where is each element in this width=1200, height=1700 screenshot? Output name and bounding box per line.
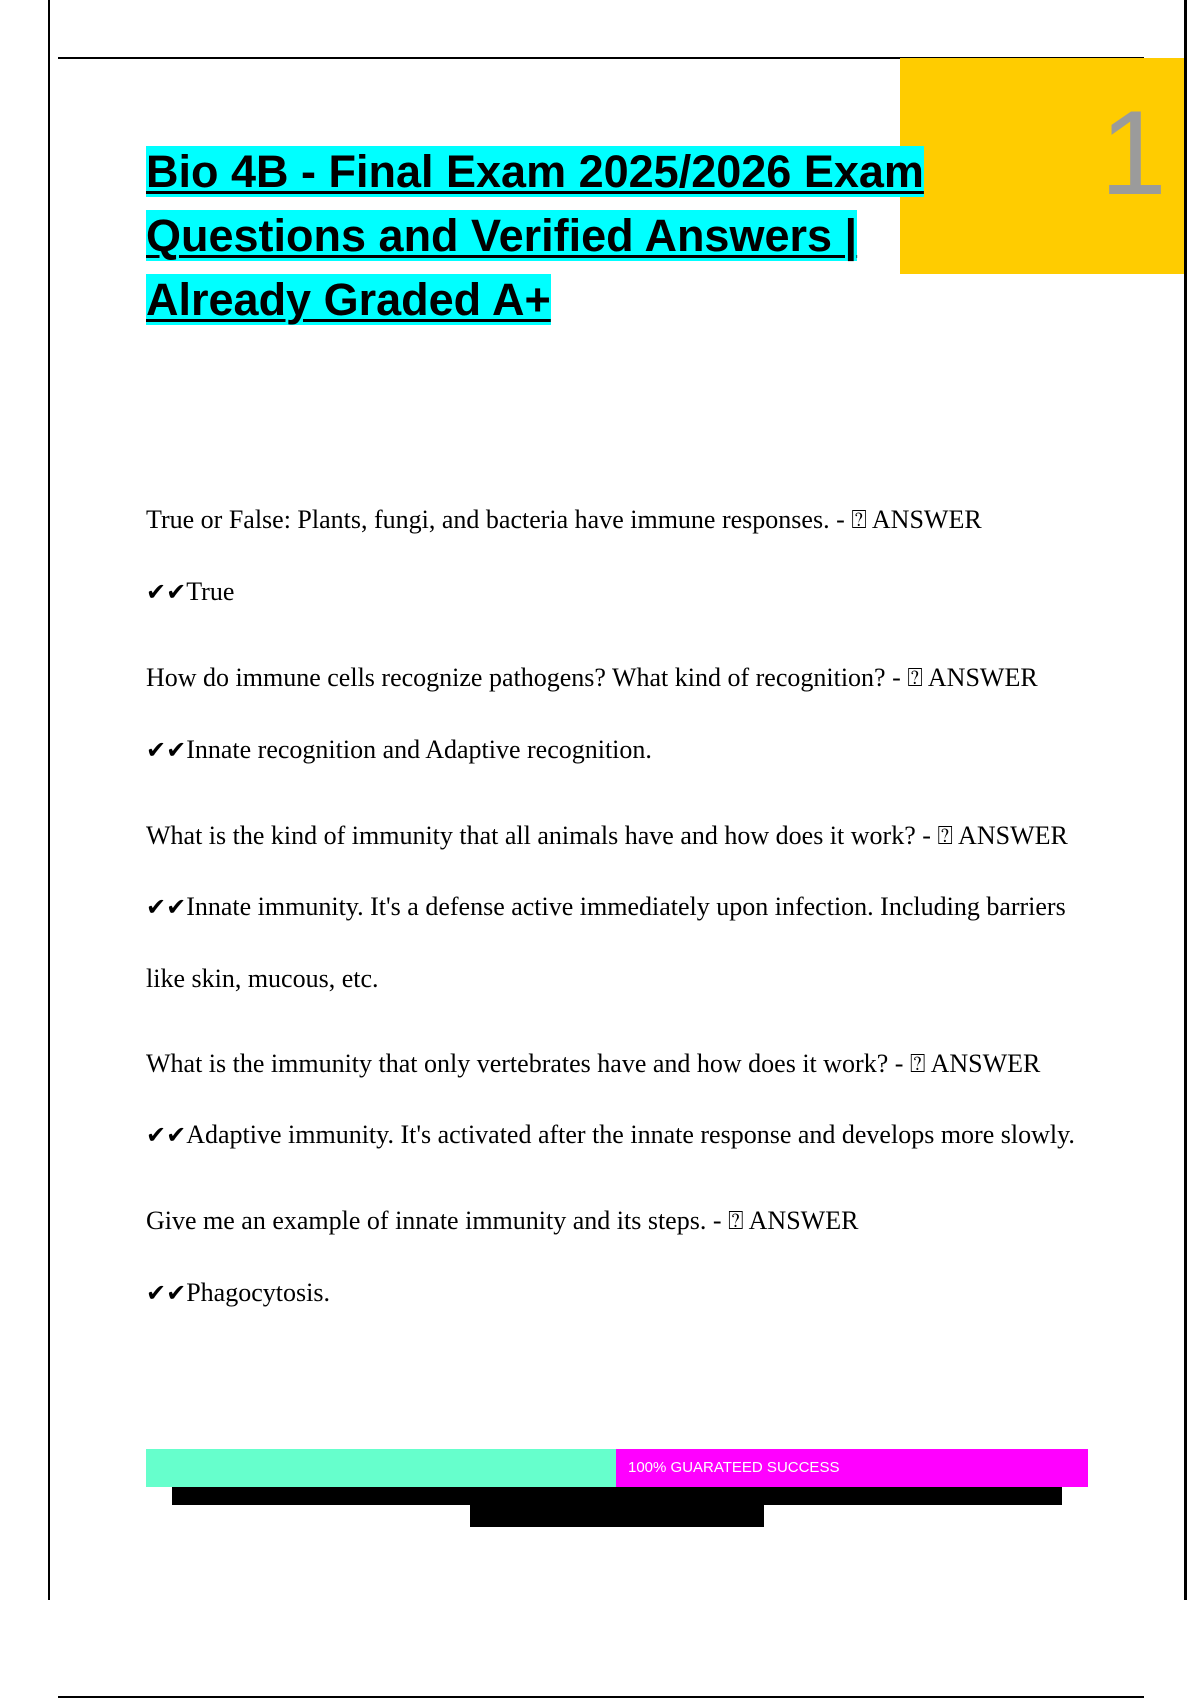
document-title-text: Bio 4B - Final Exam 2025/2026 Exam Questions and Verified Answers | Already Graded A+ (146, 146, 924, 325)
answer-text: Adaptive immunity. It's activated after the innate response and develops more slowly. (186, 1120, 1075, 1149)
answer-text: Innate recognition and Adaptive recognition. (186, 735, 652, 764)
answer-text: Innate immunity. It's a defense active immediately upon infection. Including barriers like skin, mucous, etc. (146, 892, 1066, 993)
double-check-icon: ✔✔ (146, 736, 187, 764)
double-check-icon: ✔✔ (146, 1121, 187, 1149)
qa-item (146, 642, 1086, 786)
page-number: 1 (1100, 86, 1167, 220)
footer-banner-text: 100% GUARATEED SUCCESS (628, 1459, 840, 1476)
double-check-icon: ✔✔ (146, 893, 187, 921)
footer-bar-small (470, 1505, 764, 1527)
bottom-rule (58, 1696, 1144, 1698)
footer-banner-right (616, 1449, 1088, 1487)
document-title (146, 140, 1006, 332)
qa-item (146, 1028, 1086, 1171)
page-border-right (1184, 0, 1187, 1600)
question-text: What is the kind of immunity that all animals have and how does it work? - ⍰ ANSWER (146, 821, 1068, 850)
answer-text: Phagocytosis. (186, 1278, 330, 1307)
answer-text: True (186, 577, 235, 606)
question-text: What is the immunity that only vertebrates have and how does it work? - ⍰ ANSWER (146, 1049, 1041, 1078)
double-check-icon: ✔✔ (146, 1279, 187, 1307)
qa-item (146, 800, 1086, 1014)
question-text: True or False: Plants, fungi, and bacteria have immune responses. - ⍰ ANSWER (146, 505, 982, 534)
question-text: How do immune cells recognize pathogens? What kind of recognition? - ⍰ ANSWER (146, 663, 1038, 692)
qa-list (146, 484, 1086, 1343)
footer-bar (172, 1487, 1062, 1505)
page-border-left (48, 0, 50, 1600)
qa-item (146, 1185, 1086, 1329)
footer-banner-left (146, 1449, 616, 1487)
double-check-icon: ✔✔ (146, 578, 187, 606)
qa-item (146, 484, 1086, 628)
question-text: Give me an example of innate immunity and its steps. - ⍰ ANSWER (146, 1206, 859, 1235)
